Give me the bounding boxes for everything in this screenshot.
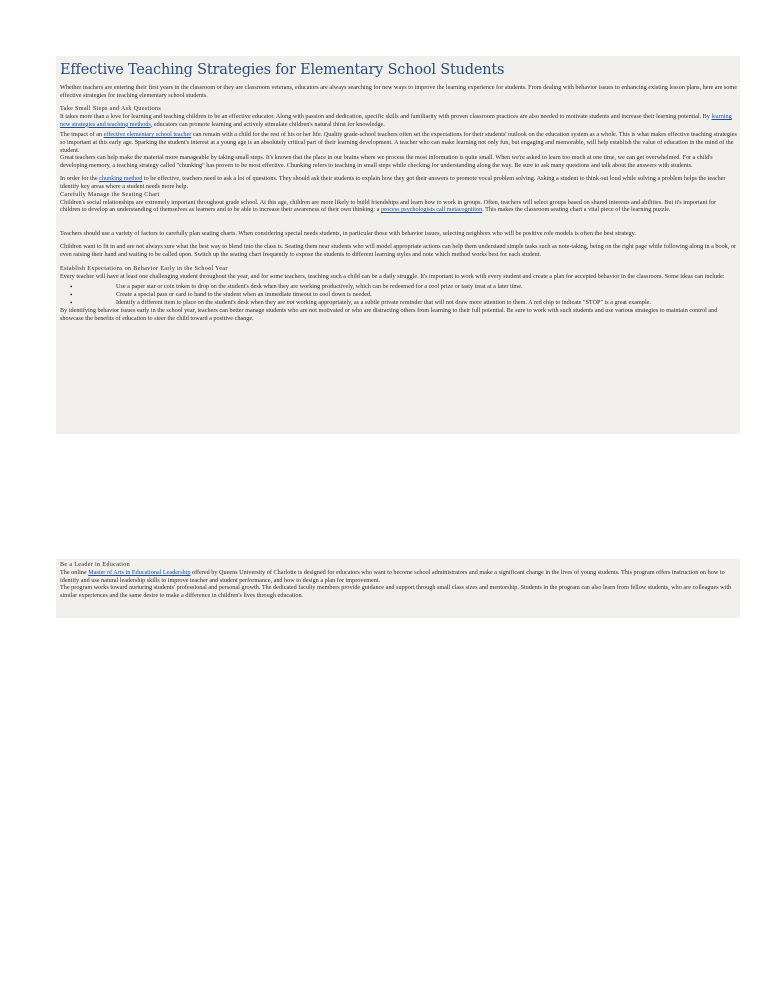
text: Identify a different item to place on the student's desk when they are xyxy=(116,299,286,307)
text: , educators can promote learning and actively stimulate children's natural thirst for knowledge. xyxy=(150,120,385,128)
intro-paragraph: Whether teachers are entering their first years in the classroom or they are classroom veterans, educators are always searching for new ways to improve the learning experience for students. From dealing with behavior issues to enhancing existing lesson plans, here are some effective strategies for teaching elementary school students. xyxy=(60,84,737,99)
paragraph xyxy=(60,569,737,584)
paragraph: Teachers should use a variety of factors to carefully plan seating charts. When considering special needs students, in particular those with behavior issues, selecting neighbors who will be positive role models is often the best strategy. xyxy=(60,229,636,237)
section-heading-behavior: Establish Expectations on Behavior Early in the School Year xyxy=(60,264,228,272)
paragraph: Every teacher will have at least one challenging student throughout the year, and for some teachers, teaching such a child can be a daily struggle. It's important to work with every student and create a plan for accepted behavior in the classroom. Some ideas can include: xyxy=(60,272,725,280)
paragraph xyxy=(60,175,737,190)
paragraph: Children want to fit in and are not always sure what the best way to blend into the class is. Seating them near students who will model appropriate actions can help them understand simple tasks such as note-taking, being on the right page while following along in a book, or even raising their hand and waiting to be called upon. Switch up the seating chart frequently to expose the students to different learning styles and note which method works best for each student. xyxy=(60,243,737,258)
bullet-icon: • xyxy=(70,291,73,300)
section-heading-leader: Be a Leader in Education xyxy=(60,561,131,568)
paragraph xyxy=(60,199,737,214)
text: In order for the xyxy=(60,175,98,183)
text: can remain with a child for the rest of his or her life. Quality grade-school teachers often set the expectations for their students' outlook on the education system as a whole. This is what makes effective teaching strategies so important at this early age. Sparking the student's interest at a young age is an absolutely critical part of their learning development. A teacher who can make learning not only fun, but engaging and memorable, will help establish the value of education in the mind of the student. xyxy=(60,131,737,154)
link-metacognition[interactable]: process psychologists call metacognition xyxy=(380,206,483,214)
link-master-of-arts[interactable]: Master of Arts in Educational Leadership xyxy=(88,569,191,576)
emphasis-text: not xyxy=(286,299,295,307)
text: to be effective, teachers need to ask a lot of questions. They should ask their students to explain how they got their answers to promote vocal problem solving. Asking a student to think out loud while solving a problem helps the teacher identify key areas where a student needs more help. xyxy=(60,175,726,190)
text: Use a paper star or coin token to drop on the student's desk when they are working productively, which can be redeemed for a cool prize or tasty treat at a later time. xyxy=(116,283,523,291)
text: The online xyxy=(60,569,87,576)
list-item xyxy=(70,299,737,308)
section-heading-seating-chart: Carefully Manage the Seating Chart xyxy=(60,190,160,198)
text: Children's social relationships are extremely important throughout grade school. At this age, children are more likely to build friendships and learn how to work in groups. Often, teachers will select groups based on shared interests and abilities. But it's important for children to develop an understanding of themselves as learners and to be able to increase their awareness of their own thinking: a xyxy=(60,198,717,214)
text: Create a special pass or card to hand to the student when an immediate timeout to cool down is needed. xyxy=(116,291,372,299)
leader-section xyxy=(56,559,740,618)
link-chunking-method[interactable]: chunking method xyxy=(99,175,143,183)
paragraph xyxy=(60,131,737,154)
text: The impact of an xyxy=(60,131,103,139)
section-heading-small-steps: Take Small Steps and Ask Questions xyxy=(60,105,162,113)
text: offered by Queens University of Charlotte is designed for educators who want to become school administrators and make a significant change in the lives of young students. This program offers instruction on how to identify and use natural leadership skills to improve teacher and student performance, and how to design a plan for improvement. xyxy=(60,569,725,584)
text: . This makes the classroom seating chart a vital piece of the learning puzzle. xyxy=(482,206,671,214)
paragraph: Great teachers can help make the material more manageable by taking small steps. It's known that the place in our brains where we process the most information is quite small. When we're asked to learn too much at one time, we can get overwhelmed. For a child's developing memory, a teaching strategy called "chunking" has proven to be most effective. Chunking refers to teaching in small steps while checking for understanding along the way. Be sure to ask many questions and talk about the answers with students. xyxy=(60,154,713,169)
list-item xyxy=(70,283,737,292)
paragraph: By identifying behavior issues early in the school year, teachers can better manage students who are not motivated or who are distracting others from learning to their full potential. Be sure to work with such students and use various strategies to maintain control and showcase the benefits of education to steer the child toward a positive change. xyxy=(60,307,718,322)
page-title: Effective Teaching Strategies for Elementary School Students xyxy=(60,62,505,78)
list-item xyxy=(70,291,737,300)
paragraph: The program works toward nurturing students' professional and personal growth. The dedicated faculty members provide guidance and support through small class sizes and mentorship. Students in the program can also learn from fellow students, who are colleagues with similar experiences and the same desire to make a difference in children's lives through education. xyxy=(60,584,732,599)
bullet-icon: • xyxy=(70,283,73,292)
strategy-list xyxy=(60,283,737,307)
link-learning-new-strategies[interactable]: learning new strategies and teaching methods xyxy=(60,113,732,128)
text: working appropriately, as a subtle private reminder that will not draw more attention to them. A red chip to indicate "STOP" is a great example. xyxy=(296,299,651,307)
link-effective-elementary-teacher[interactable]: effective elementary school teacher xyxy=(103,131,192,139)
bullet-icon: • xyxy=(70,299,73,308)
text: It takes more than a love for learning and teaching children to be an effective educator. Along with passion and dedication, specific skills and familiarity with proven classroom practices are also needed to motivate students and increase their learning potential. By xyxy=(60,113,710,121)
paragraph xyxy=(60,113,737,128)
article-body xyxy=(56,56,740,434)
